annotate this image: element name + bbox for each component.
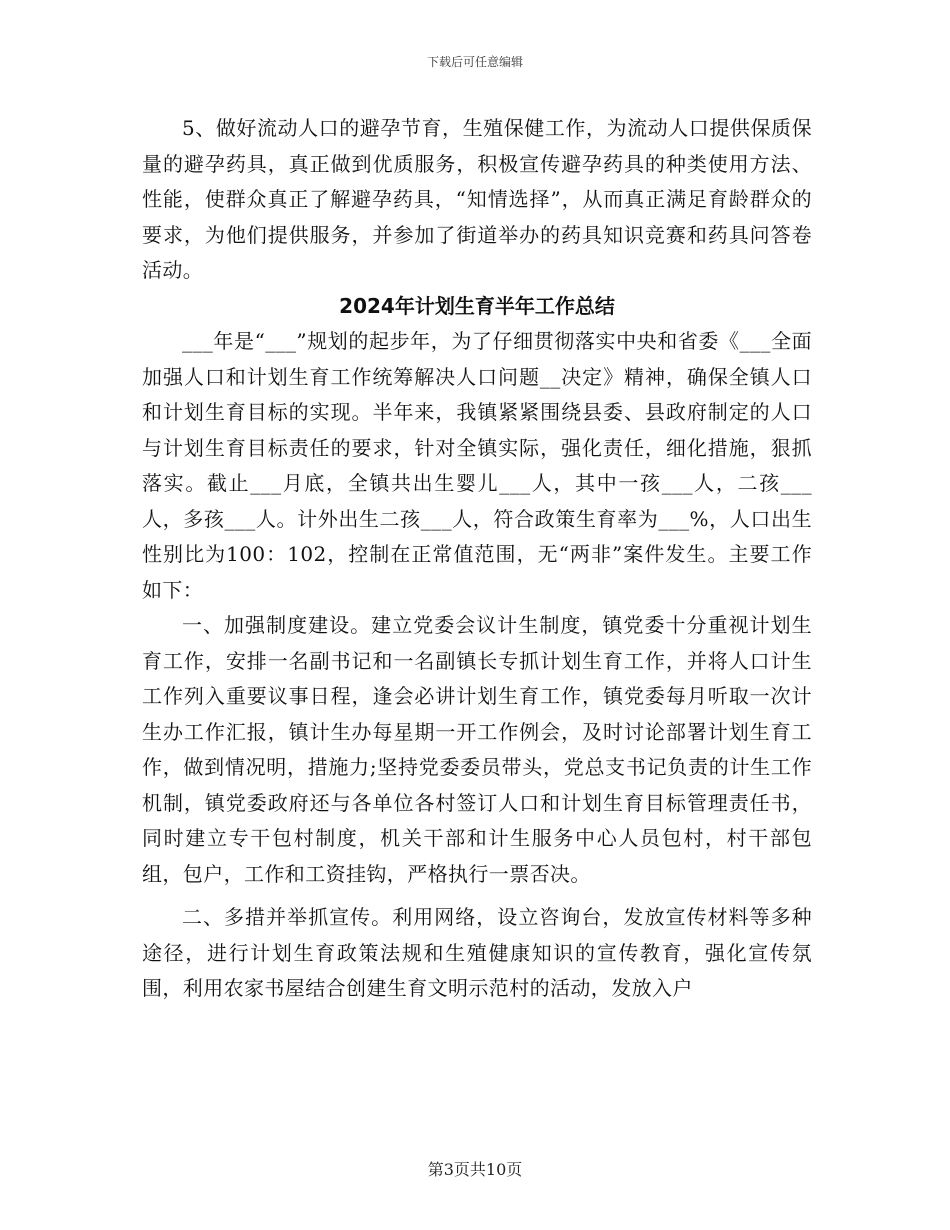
section-title: 2024年计划生育半年工作总结 <box>339 293 615 318</box>
paragraph-item-5: 5、做好流动人口的避孕节育，生殖保健工作，为流动人口提供保质保量的避孕药具，真正做到优质服务，积极宣传避孕药具的种类使用方法、性能，使群众真正了解避孕药具，“知情选择”，从而真正满足育龄群众的要求，为他们提供服务，并参加了街道举办的药具知识竞赛和药具问答卷活动。 <box>142 116 812 282</box>
document-body <box>142 111 812 1007</box>
paragraph-intro: ___年是“___”规划的起步年，为了仔细贯彻落实中央和省委《___全面加强人口和计划生育工作统筹解决人口问题__决定》精神，确保全镇人口和计划生育目标的实现。半年来，我镇紧紧围绕县委、县政府制定的人口与计划生育目标责任的要求，针对全镇实际，强化责任，细化措施，狠抓落实。截止___月底，全镇共出生婴儿___人，其中一孩___人，二孩___人，多孩___人。计外出生二孩___人，符合政策生育率为___%，人口出生性别比为100：102，控制在正常值范围，无“两非”案件发生。主要工作如下： <box>142 329 812 602</box>
paragraph-item-2: 二、多措并举抓宣传。利用网络，设立咨询台，发放宣传材料等多种途径，进行计划生育政策法规和生殖健康知识的宣传教育，强化宣传氛围，利用农家书屋结合创建生育文明示范村的活动，发放入户 <box>142 905 812 1000</box>
page-footer: 第3页共10页 <box>427 1160 523 1179</box>
paragraph-gap <box>142 892 812 900</box>
paragraph-item-1: 一、加强制度建设。建立党委会议计生制度，镇党委十分重视计划生育工作，安排一名副书记和一名副镇长专抓计划生育工作，并将人口计生工作列入重要议事日程，逢会必讲计划生育工作，镇党委每月听取一次计生办工作汇报，镇计生办每星期一开工作例会，及时讨论部署计划生育工作，做到情况明，措施力;坚持党委委员带头，党总支书记负责的计生工作机制，镇党委政府还与各单位各村签订人口和计划生育目标管理责任书，同时建立专干包村制度，机关干部和计生服务中心人员包村，村干部包组，包户，工作和工资挂钩，严格执行一票否决。 <box>142 613 812 886</box>
header-note: 下载后可任意编辑 <box>426 55 523 69</box>
